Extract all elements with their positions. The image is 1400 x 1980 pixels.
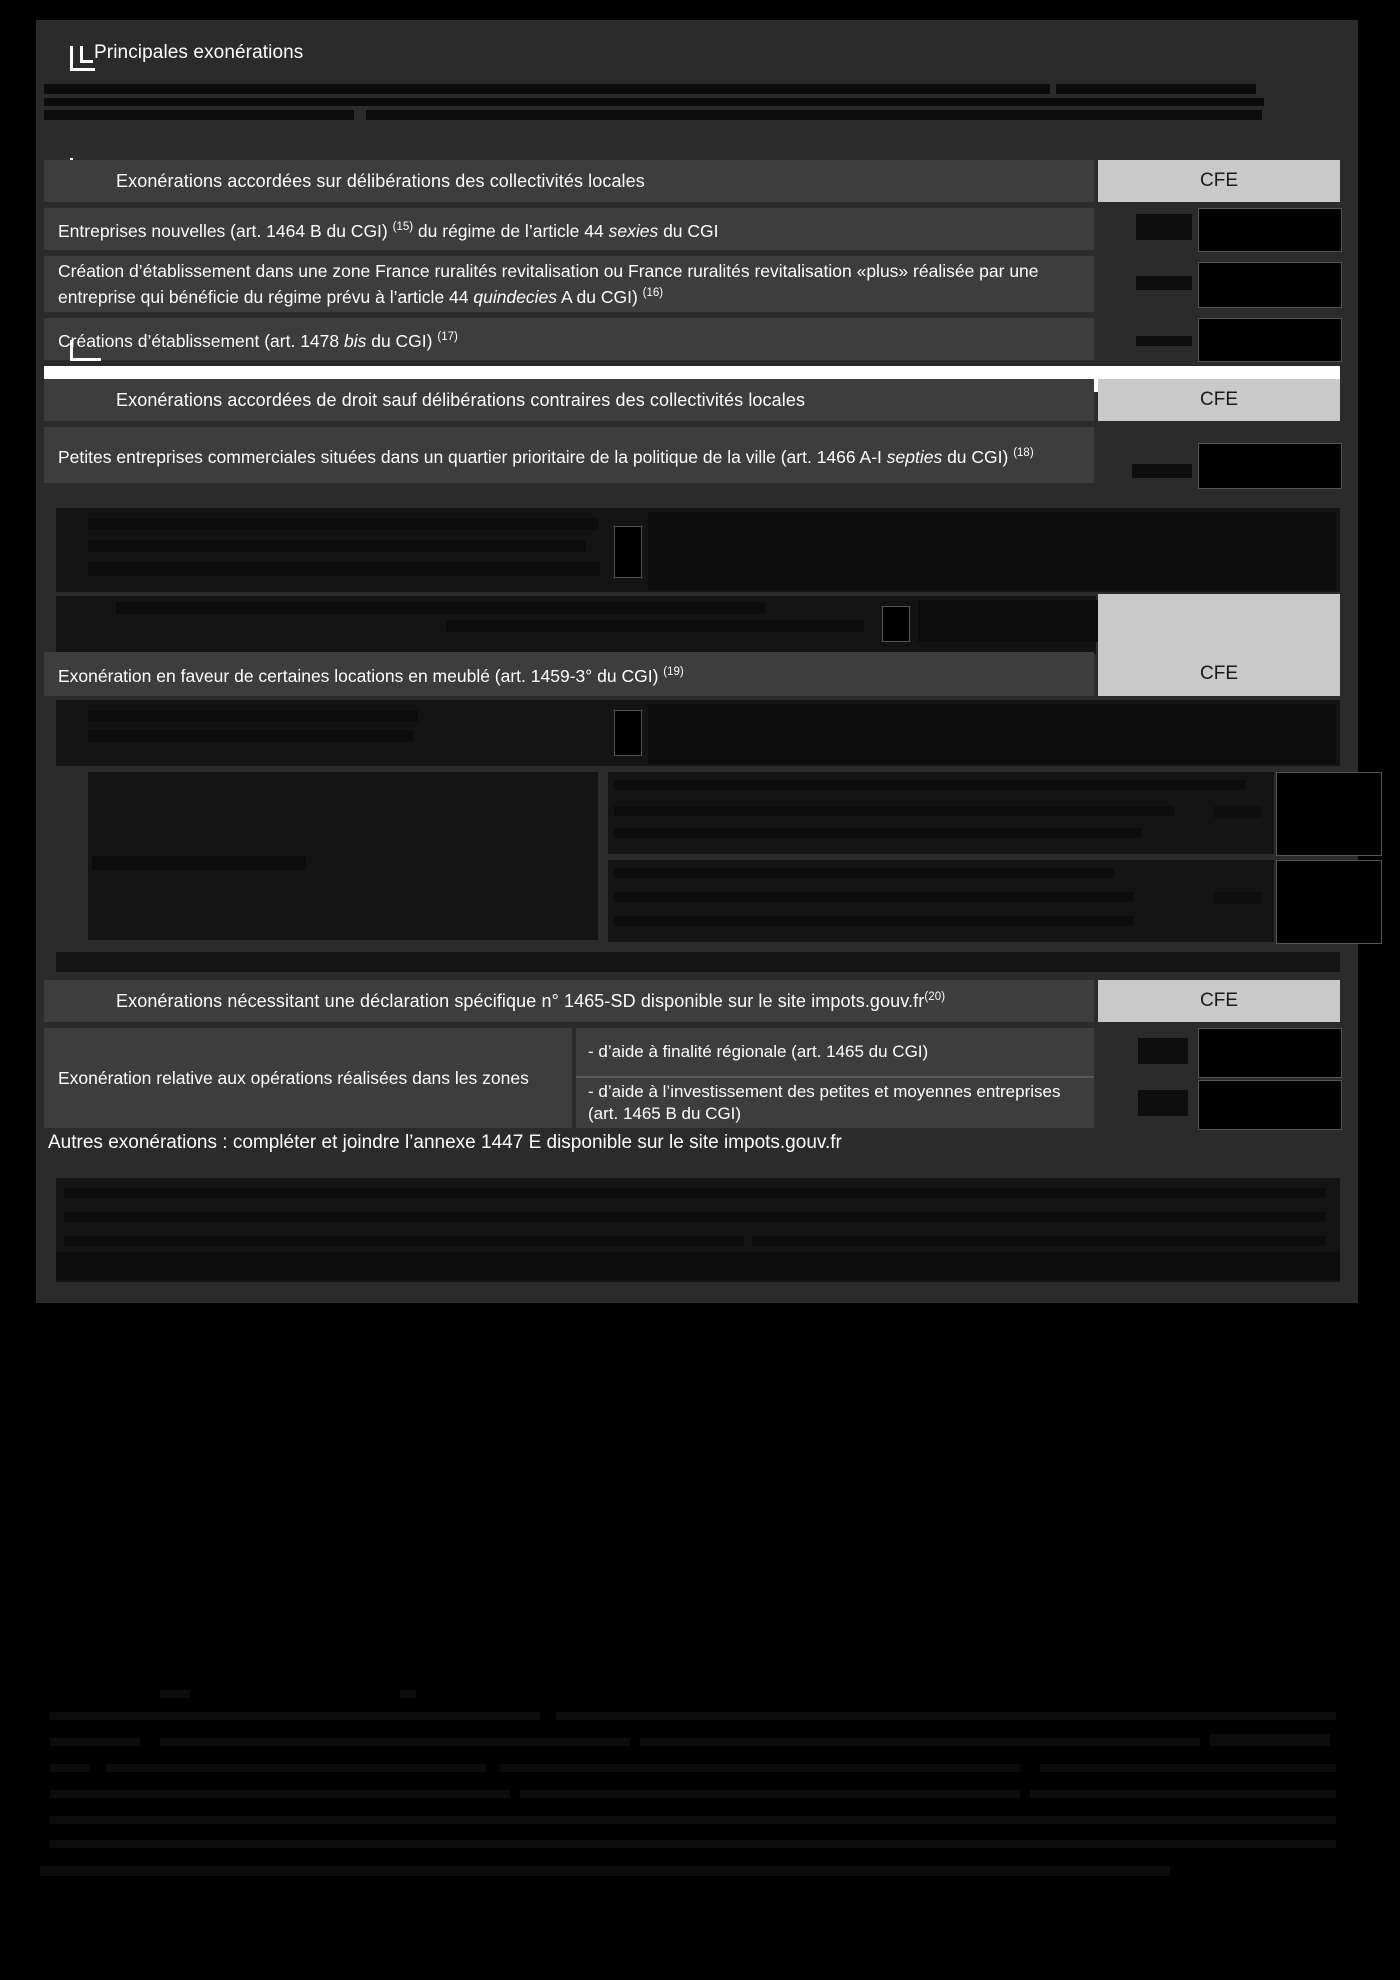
- redacted-text-block: [520, 1790, 1020, 1798]
- table-row: [44, 318, 1094, 360]
- amount-input[interactable]: [1198, 318, 1342, 362]
- zones-label-cell: [44, 1028, 572, 1128]
- row-label: Création d’établissement dans une zone France ruralités revitalisation ou France ruralités revitalisation «plus» réalisée par une entreprise qui bénéficie du régime prévu à l’article 44 quindecies A du CGI) $^{(16)}$: [58, 261, 1039, 307]
- redacted-text-block: [64, 1236, 744, 1246]
- section-mark-icon: [70, 340, 101, 361]
- page-title: Principales exonérations: [94, 42, 304, 63]
- section-header-meuble: [44, 652, 1094, 696]
- redacted-text-block: [556, 1712, 1336, 1720]
- redacted-text-block: [614, 828, 1142, 838]
- cfe-column-header: CFE: [1098, 652, 1340, 696]
- row-code-box: [1138, 1038, 1188, 1064]
- exonerations-panel: [36, 20, 1358, 1303]
- section-header-label: Exonérations accordées de droit sauf délibérations contraires des collectivités locales: [116, 389, 806, 410]
- row-label: Petites entreprises commerciales situées dans un quartier prioritaire de la politique de la ville (art. 1466 A-I septies du CGI) $^{(18)}$: [58, 446, 1034, 467]
- cfe-column-header: CFE: [1098, 160, 1340, 202]
- redacted-text-block: [50, 1764, 90, 1772]
- redacted-block: [56, 1252, 1340, 1280]
- redacted-text-block: [88, 540, 586, 552]
- table-row: [44, 427, 1094, 483]
- redacted-text-block: [50, 1790, 510, 1798]
- redacted-text-block: [88, 730, 414, 742]
- redacted-text-block: [614, 806, 1174, 816]
- checkbox-input[interactable]: [614, 710, 642, 756]
- row-code-box: [1214, 806, 1262, 818]
- footnotes-region: [0, 1690, 1400, 1950]
- row-label: Créations d’établissement (art. 1478 bis du CGI) $^{(17)}$: [58, 330, 458, 351]
- amount-input[interactable]: [1198, 443, 1342, 489]
- corner-mark-inner-icon: [80, 46, 93, 63]
- redacted-text-block: [400, 1690, 416, 1698]
- redacted-text-block: [160, 1738, 630, 1746]
- table-row: [44, 256, 1094, 312]
- section-header-droit: [44, 379, 1094, 421]
- row-code-box: [1138, 1090, 1188, 1116]
- checkbox-input[interactable]: [614, 526, 642, 578]
- redacted-text-block: [752, 1236, 1326, 1246]
- amount-input[interactable]: [1198, 1080, 1342, 1130]
- redacted-text-block: [614, 780, 1246, 790]
- amount-input[interactable]: [1276, 860, 1382, 944]
- amount-input[interactable]: [1198, 208, 1342, 252]
- section-header-label: Exonérations nécessitant une déclaration spécifique n° 1465-SD disponible sur le site $impots.gouv.fr^{(20)}$: [116, 990, 946, 1011]
- redacted-text-block: [614, 868, 1114, 878]
- amount-input[interactable]: [1198, 1028, 1342, 1078]
- redacted-text-block: [44, 84, 1050, 94]
- redacted-text-block: [50, 1840, 1336, 1848]
- row-code-box: [1132, 464, 1192, 478]
- redacted-text-block: [44, 98, 1264, 106]
- redacted-text-block: [88, 518, 598, 530]
- redacted-block: [648, 704, 1336, 764]
- redacted-block: [648, 512, 1336, 590]
- section-header-label: Exonérations accordées sur délibérations des collectivités locales: [116, 170, 645, 191]
- redacted-text-block: [614, 916, 1134, 926]
- redacted-text-block: [1040, 1764, 1336, 1772]
- table-row: [44, 208, 1094, 250]
- redacted-text-block: [1210, 1734, 1330, 1746]
- autres-exonerations-label: Autres exonérations : compléter et joindre l’annexe 1447 E disponible sur le site impots.gouv.fr: [48, 1132, 842, 1153]
- redacted-text-block: [116, 602, 766, 614]
- redacted-text-block: [88, 562, 600, 576]
- row-code-box: [1136, 214, 1192, 240]
- redacted-text-block: [50, 1712, 540, 1720]
- row-code-box: [1214, 892, 1262, 904]
- redacted-text-block: [446, 620, 864, 632]
- redacted-text-block: [640, 1738, 1200, 1746]
- cfe-column-cell: [1098, 594, 1340, 654]
- sub-row-label: - d’aide à l’investissement des petites et moyennes entreprises (art. 1465 B du CGI): [588, 1082, 1061, 1123]
- amount-input[interactable]: [1276, 772, 1382, 856]
- section-header-deliberations: [44, 160, 1094, 202]
- amount-input[interactable]: [1198, 262, 1342, 308]
- redacted-text-block: [40, 1866, 1170, 1876]
- cfe-column-header: CFE: [1098, 980, 1340, 1022]
- sub-row-aide-regionale: [576, 1028, 1094, 1076]
- redacted-text-block: [1056, 84, 1256, 94]
- redacted-text-block: [50, 1738, 140, 1746]
- checkbox-input[interactable]: [882, 606, 910, 642]
- redacted-text-block: [50, 1816, 1336, 1824]
- redacted-text-block: [92, 856, 306, 870]
- redacted-text-block: [366, 110, 1262, 120]
- redacted-text-block: [160, 1690, 190, 1698]
- redacted-block: [56, 952, 1340, 972]
- redacted-text-block: [1030, 1790, 1336, 1798]
- cfe-column-header: CFE: [1098, 379, 1340, 421]
- zones-label: Exonération relative aux opérations réalisées dans les zones: [58, 1067, 529, 1088]
- sub-row-label: - d’aide à finalité régionale (art. 1465 du CGI): [588, 1042, 929, 1061]
- row-label: Entreprises nouvelles (art. 1464 B du CGI) $^{(15)}$ du régime de l’article 44 sexies du CGI: [58, 220, 719, 241]
- redacted-text-block: [44, 110, 354, 120]
- redacted-text-block: [88, 710, 418, 722]
- redacted-text-block: [500, 1764, 1020, 1772]
- redacted-text-block: [614, 892, 1134, 902]
- row-code-box: [1136, 336, 1192, 346]
- redacted-text-block: [106, 1764, 486, 1772]
- section-header-label: Exonération en faveur de certaines locations en meublé (art. 1459-3° du CGI) $^{(19)}$: [58, 665, 684, 686]
- redacted-text-block: [64, 1188, 1326, 1198]
- sub-row-aide-investissement: [576, 1078, 1094, 1128]
- row-code-box: [1136, 276, 1192, 290]
- redacted-text-block: [64, 1212, 1326, 1222]
- section-header-declaration-specifique: [44, 980, 1094, 1022]
